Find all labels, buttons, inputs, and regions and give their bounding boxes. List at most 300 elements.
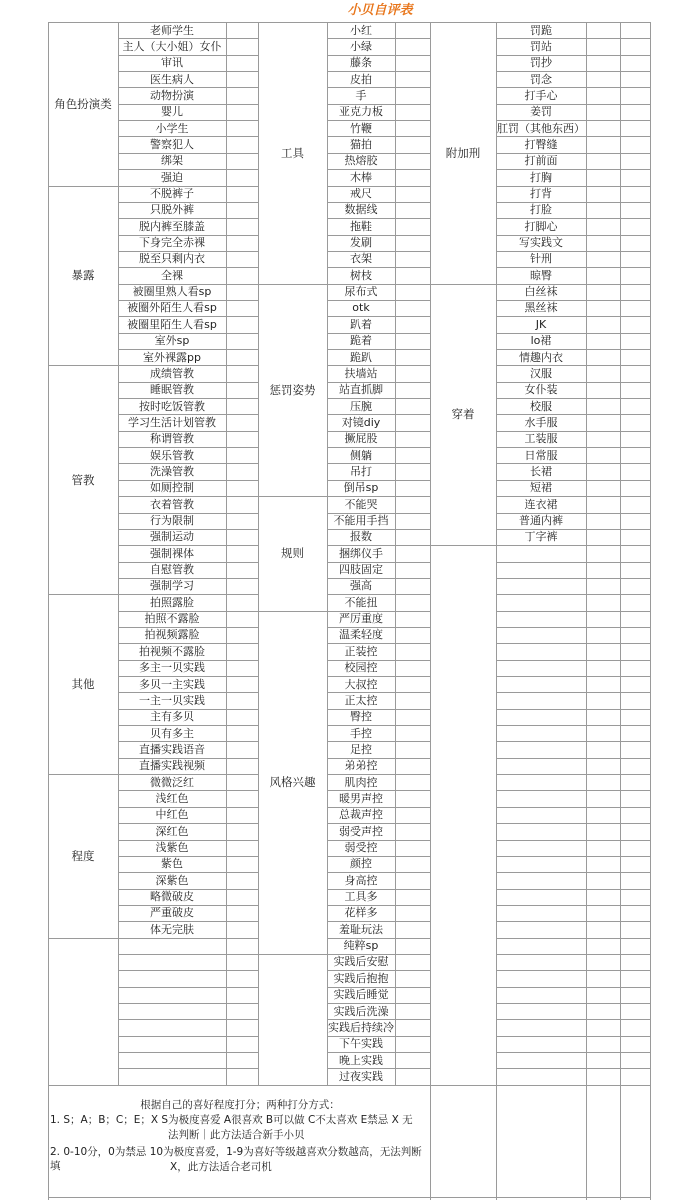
footer-border-col [620,1085,621,1200]
item-label: 姜罚 [530,105,552,119]
item-label: 藤条 [350,56,372,70]
item-label: 弱受控 [344,841,378,854]
row-divider [118,169,258,170]
row-divider [496,774,650,775]
row-divider [496,120,650,121]
item-label: 不能用手挡 [333,514,389,527]
category-divider [258,954,327,955]
row-divider [496,480,650,481]
item-label: 直播实践视频 [139,759,205,773]
column-divider [48,22,49,1085]
item-label: 针刑 [530,252,552,266]
row-divider [118,823,258,824]
row-divider [327,186,430,187]
row-divider [118,267,258,268]
row-divider [327,578,430,579]
category-divider [48,365,118,366]
row-divider [327,284,430,285]
footer-border-right [650,1085,651,1200]
row-divider [496,382,650,383]
item-label: 强迫 [161,170,183,184]
item-label: 拍照不露脸 [144,612,200,626]
item-label: 吊打 [350,464,372,478]
item-label: 严厉重度 [339,612,383,626]
footer-line-1: 根据自己的喜好程度打分；两种打分方式： [140,1099,340,1111]
row-divider [327,709,430,710]
item-label: 长裙 [530,464,552,478]
item-label: 打脚心 [524,219,558,233]
row-divider [118,333,258,334]
item-label: lo裙 [530,334,552,348]
row-divider [496,496,650,497]
item-label: 婴儿 [161,105,183,119]
item-label: 罚抄 [530,56,552,70]
item-label: 肌肉控 [344,775,378,789]
row-divider [118,1019,258,1020]
item-label: 老师学生 [150,23,194,37]
category-divider [430,545,496,546]
item-label: 成绩管教 [150,366,194,380]
row-divider [327,235,430,236]
row-divider [496,562,650,563]
row-divider [496,463,650,464]
row-divider [118,104,258,105]
row-divider [118,447,258,448]
item-label: 室外sp [154,334,190,348]
category-label: 附加刑 [445,145,481,160]
row-divider [118,1003,258,1004]
row-divider [118,153,258,154]
item-label: 臀控 [350,710,372,724]
row-divider [118,578,258,579]
row-divider [118,905,258,906]
row-divider [327,153,430,154]
item-label: 多贝一主实践 [139,677,205,691]
row-divider [118,987,258,988]
row-divider [118,87,258,88]
item-label: 强高 [350,579,372,593]
item-label: 晾臀 [530,268,552,282]
column-divider [620,22,621,1085]
row-divider [496,594,650,595]
item-label: 暖男声控 [339,791,383,805]
row-divider [496,921,650,922]
item-label: 被圈外陌生人看sp [127,301,217,315]
item-label: 被圈里陌生人看sp [127,317,217,331]
row-divider [118,382,258,383]
item-label: 纯粹sp [343,939,379,953]
item-label: 黑丝袜 [524,301,558,315]
row-divider [496,398,650,399]
item-label: 大叔控 [344,677,378,691]
item-label: 弟弟控 [344,759,378,773]
footer-border-col [496,1085,497,1200]
row-divider [118,513,258,514]
footer-line-5: X，此方法适合老司机 [170,1161,272,1173]
row-divider [327,872,430,873]
row-divider [496,136,650,137]
row-divider [327,676,430,677]
row-divider [496,202,650,203]
item-label: 校园控 [344,661,378,675]
item-label: 拍视频不露脸 [139,644,205,658]
row-divider [496,872,650,873]
row-divider [118,186,258,187]
category-label: 暴露 [71,268,95,283]
row-divider [327,643,430,644]
item-label: 脱内裤至膝盖 [139,219,205,233]
item-label: 打前面 [524,154,558,168]
category-label: 穿着 [451,407,475,422]
item-label: 打手心 [524,88,558,102]
item-label: 对镜diy [341,415,381,429]
item-label: 打背 [530,187,552,200]
item-label: 小学生 [155,121,189,135]
row-divider [118,120,258,121]
category-label: 风格兴趣 [269,775,316,790]
row-divider [496,1003,650,1004]
row-divider [118,38,258,39]
item-label: 倒吊sp [343,481,379,495]
column-divider [226,22,227,1085]
column-divider [430,22,431,1085]
row-divider [118,136,258,137]
row-divider [327,627,430,628]
category-divider [258,284,327,285]
item-label: 不能扭 [344,595,378,609]
item-label: 室外裸露pp [143,350,201,364]
item-label: 过夜实践 [339,1069,383,1083]
row-divider [118,1068,258,1069]
item-label: 站直抓脚 [339,383,383,397]
row-divider [496,790,650,791]
item-label: 足控 [350,742,372,756]
row-divider [327,1003,430,1004]
row-divider [118,496,258,497]
category-divider [48,186,118,187]
row-divider [118,660,258,661]
column-divider [496,22,497,1085]
item-label: 工具多 [344,890,378,904]
row-divider [327,333,430,334]
item-label: 报数 [350,530,372,544]
row-divider [496,513,650,514]
row-divider [118,790,258,791]
row-divider [327,300,430,301]
row-divider [496,431,650,432]
row-divider [496,823,650,824]
row-divider [496,611,650,612]
column-divider [258,22,259,1085]
row-divider [327,562,430,563]
row-divider [118,1052,258,1053]
item-label: 睡眠管教 [150,383,194,397]
item-label: 浅红色 [155,791,189,805]
item-label: 白丝袜 [524,285,558,299]
item-label: 实践后持续冷 [328,1020,394,1034]
item-label: 总裁声控 [339,808,383,822]
item-label: 趴着 [350,317,372,331]
footer-bottom-border [48,1197,650,1198]
item-label: 衣着管教 [150,497,194,511]
item-label: 普通内裤 [519,514,563,527]
row-divider [327,954,430,955]
item-label: 情趣内衣 [519,350,563,364]
item-label: 不脱裤子 [150,187,194,200]
row-divider [327,938,430,939]
column-divider [586,22,587,1085]
footer-border-left [48,1085,49,1200]
item-label: 罚跪 [530,23,552,37]
item-label: 皮拍 [350,72,372,86]
row-divider [327,251,430,252]
row-divider [496,954,650,955]
row-divider [118,741,258,742]
item-label: 下午实践 [339,1037,383,1051]
item-label: 绑架 [161,154,183,168]
item-label: 拖鞋 [350,219,372,233]
item-label: 工装服 [524,432,558,446]
row-divider [118,202,258,203]
row-divider [496,643,650,644]
item-label: 罚站 [530,39,552,53]
category-label: 其他 [71,677,95,692]
row-divider [327,840,430,841]
item-label: 浅紫色 [155,841,189,854]
item-label: 微微泛红 [150,775,194,789]
row-divider [327,513,430,514]
row-divider [327,71,430,72]
item-label: 弱受声控 [339,824,383,838]
item-label: 打胸 [530,170,552,184]
item-label: 丁字裤 [524,530,558,544]
item-label: 衣架 [350,252,372,266]
item-label: 汉服 [530,366,552,380]
item-label: 花样多 [344,906,378,920]
item-label: 捆绑仪手 [339,546,383,560]
item-label: 手 [355,88,367,102]
item-label: 医生病人 [150,72,194,86]
row-divider [118,251,258,252]
footer-line-4: 2. 0-10分，0为禁忌 10为极度喜爱，1-9为喜好等级越喜欢分数越高，无法判断填 [50,1146,422,1172]
row-divider [327,1036,430,1037]
item-label: 略微破皮 [150,890,194,904]
row-divider [118,611,258,612]
item-label: 如厕控制 [150,481,194,495]
item-label: 戒尺 [350,187,372,200]
item-label: 体无完肤 [150,922,194,936]
row-divider [496,186,650,187]
item-label: 洗澡管教 [150,464,194,478]
row-divider [327,823,430,824]
item-label: 日常服 [524,448,558,462]
item-label: 被圈里熟人看sp [132,285,212,299]
row-divider [327,807,430,808]
row-divider [327,463,430,464]
row-divider [327,431,430,432]
row-divider [118,676,258,677]
row-divider [327,267,430,268]
item-label: 写实践文 [519,236,563,250]
item-label: 正装控 [344,644,378,658]
item-label: 多主一贝实践 [139,661,205,675]
row-divider [118,840,258,841]
item-label: 拍照露脸 [150,595,194,609]
row-divider [118,480,258,481]
row-divider [118,349,258,350]
row-divider [327,758,430,759]
footer-border-col [586,1085,587,1200]
row-divider [118,55,258,56]
row-divider [327,316,430,317]
footer-border-mid [430,1085,431,1200]
row-divider [496,71,650,72]
item-label: 连衣裙 [524,497,558,511]
row-divider [327,905,430,906]
row-divider [496,709,650,710]
row-divider [496,316,650,317]
item-label: 热熔胶 [344,154,378,168]
item-label: 深红色 [155,824,189,838]
row-divider [118,938,258,939]
item-label: 木棒 [350,170,372,184]
column-divider [327,22,328,1085]
row-divider [327,136,430,137]
row-divider [496,1036,650,1037]
row-divider [496,741,650,742]
row-divider [118,316,258,317]
row-divider [118,562,258,563]
row-divider [327,774,430,775]
row-divider [327,365,430,366]
item-label: 下身完全赤裸 [139,236,205,250]
item-label: 自慰管教 [150,563,194,577]
row-divider [327,889,430,890]
row-divider [327,496,430,497]
row-divider [327,741,430,742]
item-label: 身高控 [344,873,378,887]
category-divider [430,284,496,285]
footer-line-2: 1. S；A；B；C；E；X S为极度喜爱 A很喜欢 B可以做 C不太喜欢 E禁忌 X 无 [50,1114,413,1126]
row-divider [118,431,258,432]
row-divider [496,333,650,334]
table-bottom-border [48,1085,650,1086]
item-label: 压腕 [350,399,372,413]
row-divider [327,545,430,546]
row-divider [496,251,650,252]
row-divider [118,529,258,530]
row-divider [496,414,650,415]
item-label: 女仆装 [524,383,558,397]
row-divider [496,725,650,726]
row-divider [327,970,430,971]
row-divider [496,365,650,366]
category-divider [48,594,118,595]
row-divider [118,709,258,710]
row-divider [496,104,650,105]
item-label: 警察犯人 [150,137,194,151]
item-label: 颜控 [350,857,372,871]
item-label: otk [352,301,370,315]
item-label: 小绿 [350,39,372,53]
item-label: 羞耻玩法 [339,922,383,936]
row-divider [118,725,258,726]
item-label: 强制学习 [150,579,194,593]
item-label: 实践后睡觉 [333,988,389,1002]
item-label: 主有多贝 [150,710,194,724]
row-divider [496,1019,650,1020]
row-divider [118,594,258,595]
item-label: 打脸 [530,203,552,217]
item-label: 实践后抱抱 [333,971,389,985]
row-divider [496,970,650,971]
row-divider [327,55,430,56]
row-divider [496,447,650,448]
item-label: 扶墙站 [344,366,378,380]
row-divider [327,660,430,661]
row-divider [118,970,258,971]
item-label: 直播实践语音 [139,742,205,756]
category-divider [258,496,327,497]
item-label: 树枝 [350,268,372,282]
row-divider [496,1068,650,1069]
table-top-border [48,22,650,23]
row-divider [496,676,650,677]
item-label: 罚念 [530,72,552,86]
row-divider [118,365,258,366]
item-label: 按时吃饭管教 [139,399,205,413]
row-divider [118,921,258,922]
item-label: 不能哭 [344,497,378,511]
column-divider [650,22,651,1085]
item-label: 动物扮演 [150,88,194,102]
item-label: 称谓管教 [150,432,194,446]
item-label: 严重破皮 [150,906,194,920]
row-divider [327,414,430,415]
item-label: 水手服 [524,415,558,429]
item-label: 校服 [530,399,552,413]
item-label: 亚克力板 [339,105,383,119]
row-divider [496,938,650,939]
item-label: 贝有多主 [150,726,194,740]
row-divider [496,692,650,693]
row-divider [118,300,258,301]
item-label: 脱至只剩内衣 [139,252,205,266]
row-divider [496,349,650,350]
row-divider [118,692,258,693]
row-divider [496,987,650,988]
item-label: 实践后洗澡 [333,1004,389,1018]
category-divider [48,774,118,775]
row-divider [327,104,430,105]
row-divider [496,87,650,88]
item-label: 紫色 [161,857,183,871]
row-divider [118,954,258,955]
row-divider [327,921,430,922]
row-divider [327,594,430,595]
row-divider [118,889,258,890]
row-divider [496,807,650,808]
row-divider [327,725,430,726]
row-divider [118,643,258,644]
item-label: 中红色 [155,808,189,822]
row-divider [327,202,430,203]
row-divider [327,218,430,219]
row-divider [327,349,430,350]
row-divider [496,300,650,301]
row-divider [496,169,650,170]
row-divider [496,758,650,759]
